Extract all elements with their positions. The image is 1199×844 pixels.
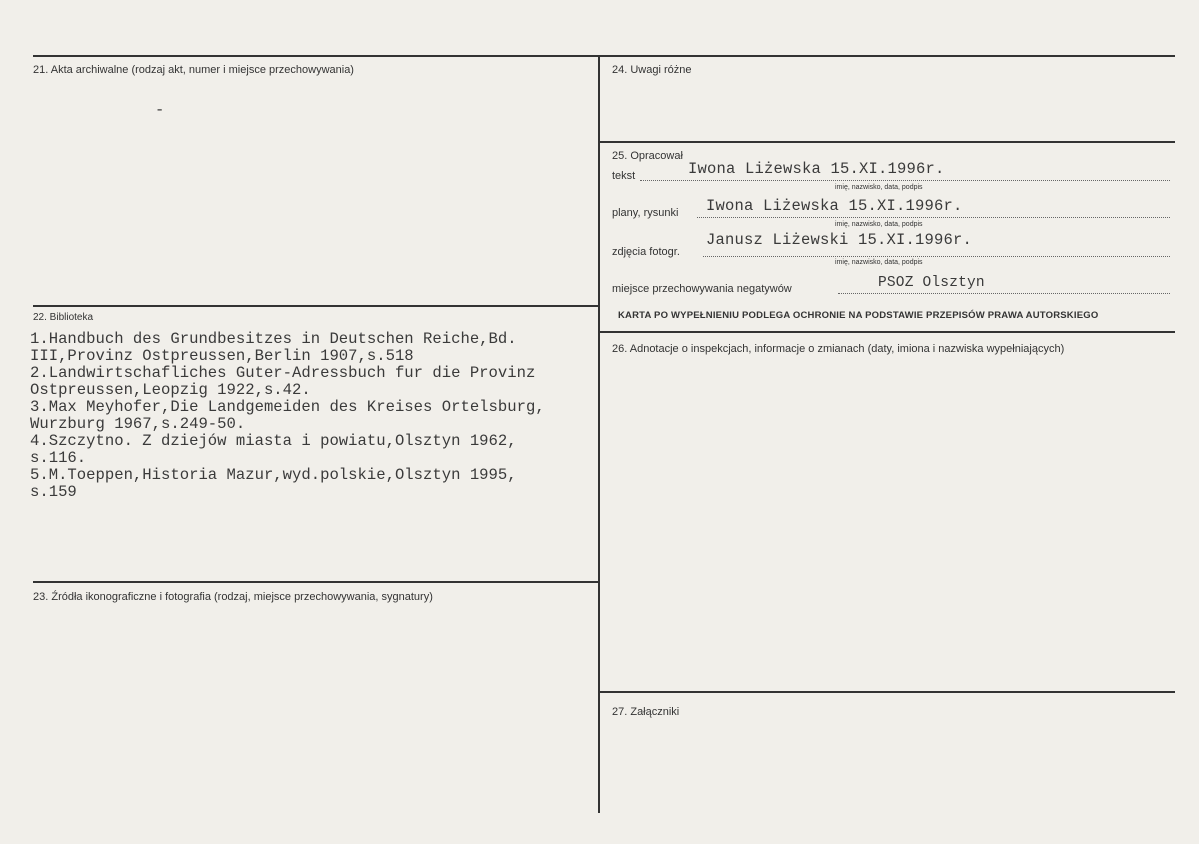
bibliography-line: 4.Szczytno. Z dziejów miasta i powiatu,Olsztyn 1962,	[30, 432, 517, 450]
section-25-label: 25. Opracował	[612, 150, 683, 162]
section-26-label: 26. Adnotacje o inspekcjach, informacje o zmianach (daty, imiona i nazwiska wypełniających)	[612, 343, 1065, 355]
bibliography-line: 1.Handbuch des Grundbesitzes in Deutschen Reiche,Bd.	[30, 330, 517, 348]
rule-24-25	[600, 141, 1175, 143]
zdjecia-value: Janusz Liżewski 15.XI.1996r.	[706, 231, 973, 249]
miejsce-value: PSOZ Olsztyn	[878, 275, 985, 291]
miejsce-dotted-line	[838, 293, 1170, 294]
bibliography-line: Ostpreussen,Leopzig 1922,s.42.	[30, 381, 311, 399]
zdjecia-caption: imię, nazwisko, data, podpis	[835, 259, 923, 266]
miejsce-label: miejsce przechowywania negatywów	[612, 283, 792, 295]
plany-label: plany, rysunki	[612, 207, 679, 219]
rule-25-26	[600, 331, 1175, 333]
top-rule	[33, 55, 1175, 57]
rule-26-27	[600, 691, 1175, 693]
section-21-value: -	[155, 101, 165, 119]
center-divider	[598, 55, 600, 813]
copyright-notice: KARTA PO WYPEŁNIENIU PODLEGA OCHRONIE NA PODSTAWIE PRZEPISÓW PRAWA AUTORSKIEGO	[618, 310, 1099, 321]
tekst-value: Iwona Liżewska 15.XI.1996r.	[688, 160, 945, 178]
bibliography-list	[30, 331, 545, 501]
rule-21-22	[33, 305, 599, 307]
tekst-dotted-line	[640, 180, 1170, 181]
section-23-label: 23. Źródła ikonograficzne i fotografia (rodzaj, miejsce przechowywania, sygnatury)	[33, 591, 433, 603]
zdjecia-dotted-line	[703, 256, 1170, 257]
bibliography-line: Wurzburg 1967,s.249-50.	[30, 415, 246, 433]
bibliography-line: 2.Landwirtschafliches Guter-Adressbuch fur die Provinz	[30, 364, 536, 382]
tekst-label: tekst	[612, 170, 636, 182]
section-27-label: 27. Załączniki	[612, 706, 680, 718]
section-22-label: 22. Biblioteka	[33, 312, 94, 323]
section-24-label: 24. Uwagi różne	[612, 64, 692, 76]
tekst-caption: imię, nazwisko, data, podpis	[835, 184, 923, 191]
bibliography-line: 5.M.Toeppen,Historia Mazur,wyd.polskie,Olsztyn 1995,	[30, 466, 517, 484]
zdjecia-label: zdjęcia fotogr.	[612, 246, 680, 258]
bibliography-line: III,Provinz Ostpreussen,Berlin 1907,s.518	[30, 347, 414, 365]
bibliography-line: s.116.	[30, 449, 87, 467]
plany-caption: imię, nazwisko, data, podpis	[835, 221, 923, 228]
bibliography-line: 3.Max Meyhofer,Die Landgemeiden des Kreises Ortelsburg,	[30, 398, 545, 416]
section-21-label: 21. Akta archiwalne (rodzaj akt, numer i miejsce przechowywania)	[33, 64, 354, 76]
rule-22-23	[33, 581, 599, 583]
plany-value: Iwona Liżewska 15.XI.1996r.	[706, 197, 963, 215]
plany-dotted-line	[697, 217, 1170, 218]
bibliography-line: s.159	[30, 483, 77, 501]
